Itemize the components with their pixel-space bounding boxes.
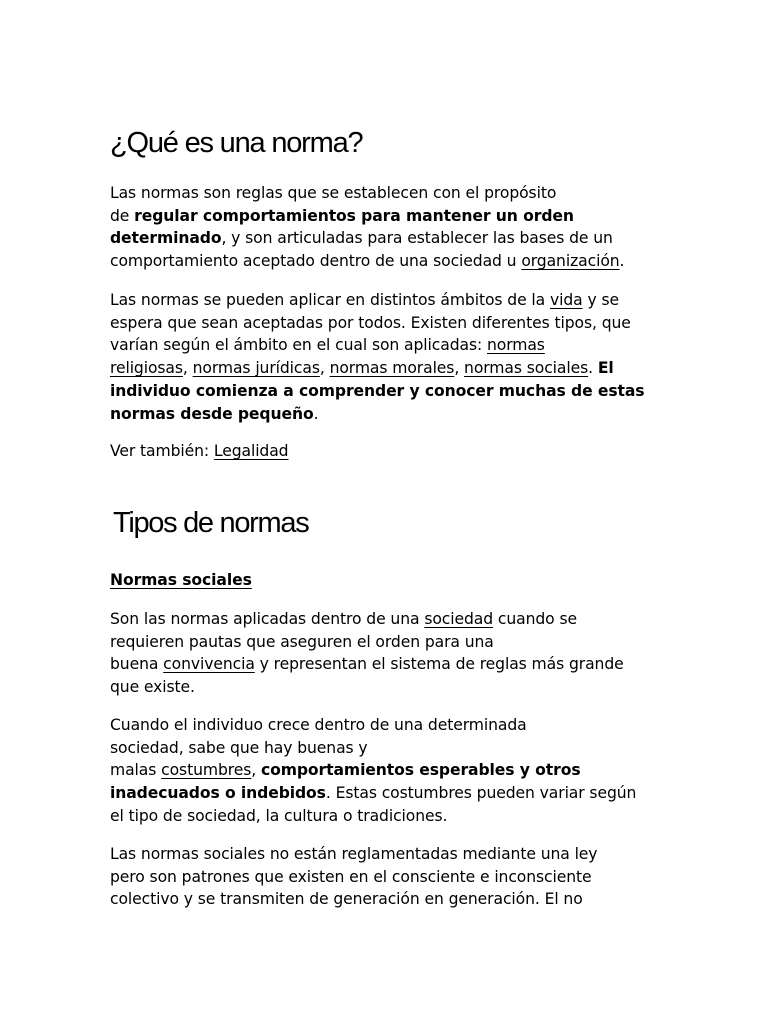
text: ,	[251, 761, 261, 780]
link-organizacion[interactable]: organización	[521, 252, 620, 271]
paragraph-definition	[110, 182, 658, 273]
text: ,	[319, 359, 330, 378]
text: y representan el sistema de reglas más grande	[254, 655, 624, 674]
text: varían según el ámbito en el cual son aplicadas:	[110, 336, 487, 355]
text: espera que sean aceptadas por todos. Existen diferentes tipos, que	[110, 313, 631, 332]
text: , y son articuladas para establecer las bases de un	[221, 229, 613, 248]
link-convivencia[interactable]: convivencia	[163, 655, 255, 674]
text: de	[110, 206, 135, 225]
text: Las normas se pueden aplicar en distintos ámbitos de la	[110, 291, 550, 309]
link-legalidad[interactable]: Legalidad	[213, 442, 289, 460]
text: comportamiento aceptado dentro de una sociedad u	[110, 252, 522, 271]
text: colectivo y se transmiten de generación en generación. El no	[110, 890, 583, 909]
section-title: Tipos de normas	[113, 507, 309, 539]
text: requieren pautas que aseguren el orden para una	[110, 632, 494, 651]
text: cuando se	[493, 610, 577, 628]
bold-text: comportamientos esperables y otros	[260, 761, 581, 780]
link-normas-morales[interactable]: normas morales	[329, 359, 455, 378]
link-normas-religiosas[interactable]: normas	[487, 336, 545, 355]
text: malas	[110, 761, 162, 780]
link-normas-juridicas[interactable]: normas jurídicas	[192, 359, 320, 378]
bold-text: regular comportamientos para mantener un orden	[134, 206, 574, 225]
text: buena	[110, 655, 164, 674]
link-costumbres[interactable]: costumbres	[161, 761, 252, 780]
bold-text: determinado	[110, 229, 222, 248]
paragraph-ambitos	[110, 289, 658, 425]
bold-text: inadecuados o indebidos	[110, 784, 326, 803]
text: que existe.	[110, 678, 195, 697]
text: pero son patrones que existen en el consciente e inconsciente	[110, 867, 592, 886]
text: el tipo de sociedad, la cultura o tradiciones.	[110, 806, 448, 825]
link-vida[interactable]: vida	[549, 291, 583, 309]
text: ,	[182, 359, 193, 378]
text: Las normas sociales no están reglamentadas mediante una ley	[110, 845, 598, 863]
text: y se	[582, 291, 619, 309]
text: ,	[454, 359, 465, 378]
link-normas-sociales[interactable]: normas sociales	[464, 359, 589, 378]
link-normas-religiosas[interactable]: religiosas	[110, 359, 183, 378]
text: sociedad, sabe que hay buenas y	[110, 738, 368, 757]
bold-text: El	[597, 359, 614, 378]
paragraph-reglamentadas	[110, 843, 658, 911]
text: Son las normas aplicadas dentro de una	[110, 610, 425, 628]
text: Cuando el individuo crece dentro de una determinada	[110, 716, 527, 734]
text: . Estas costumbres pueden variar según	[325, 784, 637, 803]
text: .	[619, 252, 625, 271]
paragraph-normas-sociales	[110, 608, 658, 699]
subheading-normas-sociales	[110, 569, 658, 592]
subheading-text: Normas sociales	[110, 571, 252, 589]
text: .	[313, 404, 319, 423]
page-title: ¿Qué es una norma?	[110, 127, 363, 159]
paragraph-ver-tambien	[110, 440, 658, 463]
text: .	[588, 359, 598, 378]
text: Ver también:	[110, 442, 214, 460]
paragraph-individuo	[110, 714, 658, 828]
link-sociedad[interactable]: sociedad	[424, 610, 494, 628]
text: Las normas son reglas que se establecen con el propósito	[110, 184, 557, 202]
bold-text: individuo comienza a comprender y conocer muchas de estas	[110, 381, 645, 400]
bold-text: normas desde pequeño	[110, 404, 314, 423]
